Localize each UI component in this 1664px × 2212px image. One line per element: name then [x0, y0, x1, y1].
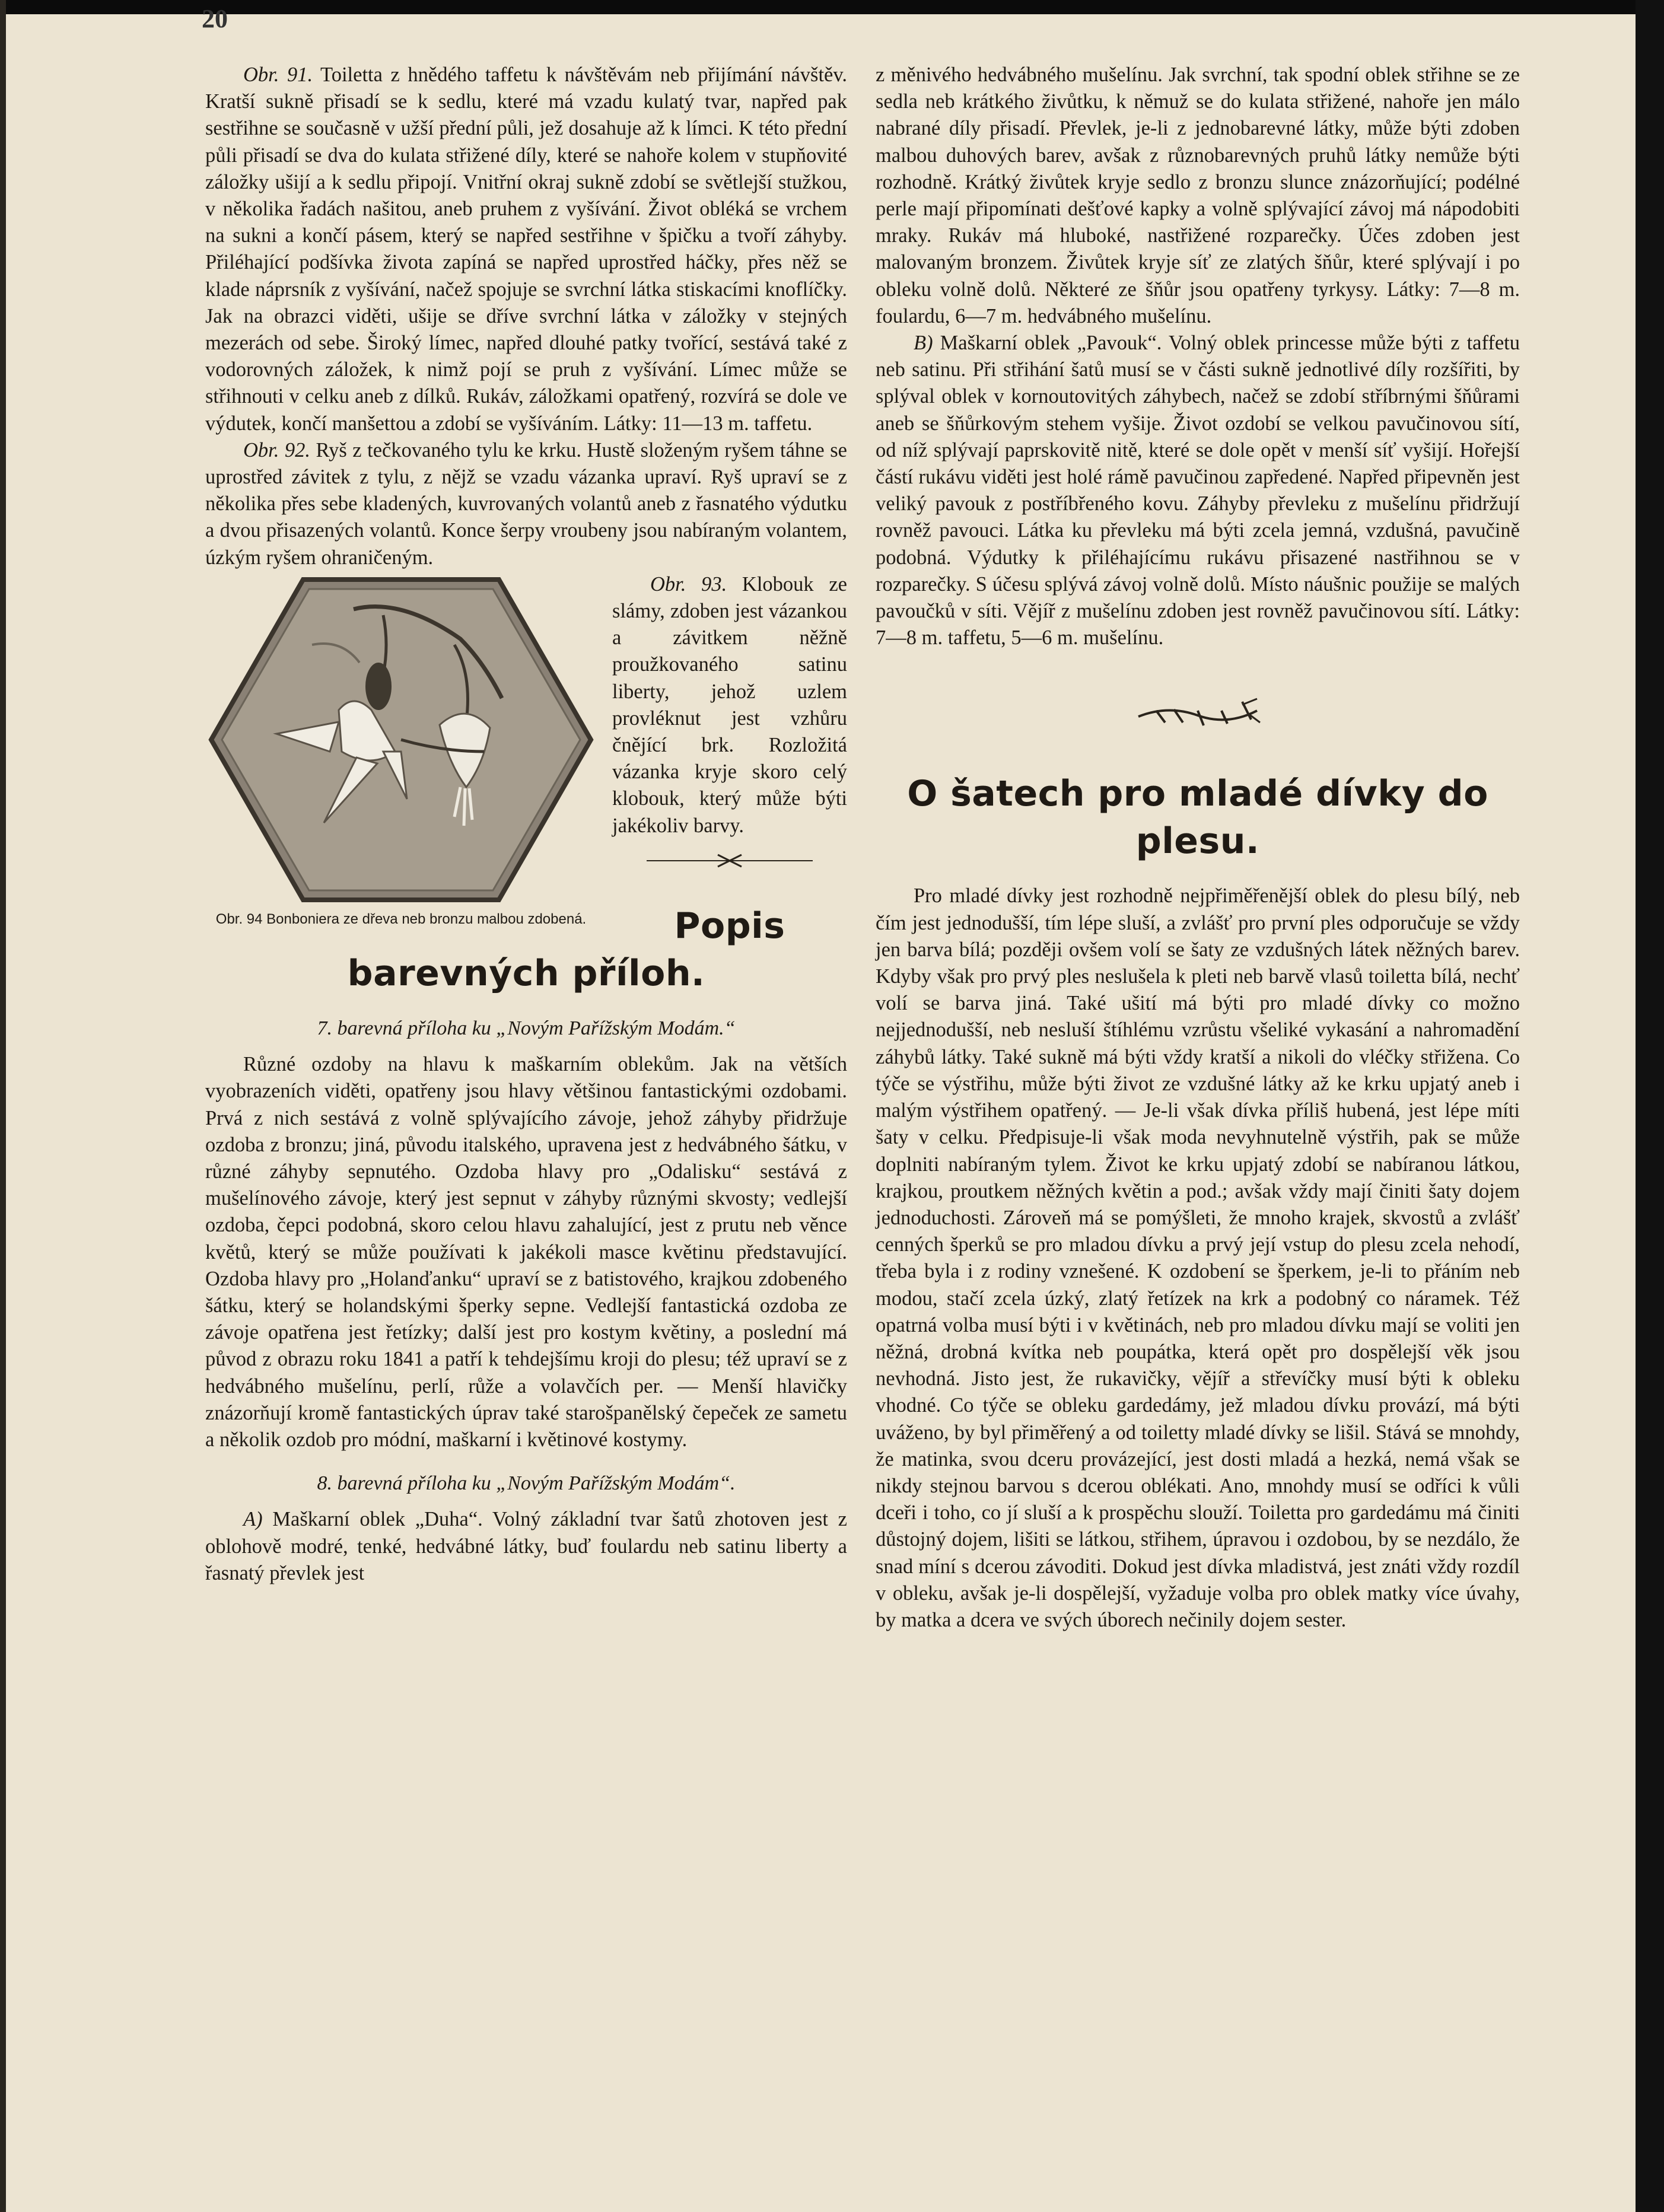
- ornamental-vignette: [1132, 693, 1263, 734]
- bonbonniere-illustration: [205, 574, 597, 906]
- subheading-plate-7: 7. barevná příloha ku „Novým Pařížským Modám.“: [317, 1017, 736, 1039]
- scan-left-edge: [0, 0, 6, 2212]
- paragraph-obr-91: Obr. 91. Toiletta z hnědého taffetu k návštěvám neb přijímání návštěv. Kratší sukně přisadí se k sedlu, které má vzadu kulatý tvar, napřed pak sestřihne se současně v užší přední půli, jež dosahuje až k límci. K této přední půli přisadí se dva do kulata střižené díly, které se nahoře kolem v stupňovité záložky ušijí a k sedlu připojí. Vnitřní okraj sukně zdobí se světlejší stužkou, v několika řadách našitou, aneb pruhem z vyšívání. Život obléká se vrchem na sukni a končí pásem, který se napřed sestřihne v špičku a tvoří záhyby. Přiléhající podšívka života zapíná se napřed uprostřed háčky, přes něž se klade náprsník z vyšívání, načež spojuje se svrchní látka stiskacími knoflíčky. Jak na obrazci viděti, ušije se dříve svrchní látka v záložky v stejných mezerách od sebe. Široký límec, napřed dlouhé patky tvořící, sestává také z vodorovných záložek, k nimž pojí se pruh z vyšívání. Límec může se střihnouti v celku aneb z dílků. Rukáv, záložkami opatřený, rozvírá se dole ve výdutek, končí manšettou a zdobí se vyšíváním. Látky: 11—13 m. taffetu.: [205, 63, 847, 435]
- paragraph-plate-7: Různé ozdoby na hlavu k maškarním oblekům. Jak na větších vyobrazeních viděti, opatřeny jsou hlavy většinou fantastickými ozdobami. Prvá z nich sestává z volně splývajícího závoje, jehož záhyby přidržuje ozdoba z bronzu; jiná, původu italského, upravena jest z hedvábného šátku, v různé záhyby sepnutého. Ozdoba hlavy pro „Odalisku“ sestává z mušelínového závoje, který jest sepnut v záhyby různými skvosty; vedlejší ozdoba, čepci podobná, skoro celou hlavu zahalující, jest z prutu neb věnce květů, který se může používati k jakékoli masce květinu představující. Ozdoba hlavy pro „Holanďanku“ upraví se z batistového, krajkou zdobeného šátku, který se holandskými šperky sepne. Vedlejší fantastická ozdoba ze závoje opatřena jest řetízky; další jest pro kostym květiny, a poslední má původ z obrazu roku 1841 a patří k tehdejšímu kroji do plesu; též upraví se z hedvábného mušelínu, perlí, růže a volavčích per. — Menší hlavičky znázorňují kromě fantastických úprav také starošpanělský čepeček ze sametu a několik ozdob pro módní, maškarní i květinové kostymy.: [205, 1053, 847, 1451]
- paragraph-obr-93: Obr. 93. Klobouk ze slámy, zdoben jest vázankou a závitkem něžně proužkovaného satinu liberty, jehož uzlem provléknut jest vzhůru čnějící brk. Rozložitá vázanka kryje skoro celý klobouk, který může býti jakékoliv barvy.: [612, 572, 847, 837]
- left-column: [205, 62, 847, 1587]
- figure-ref: Obr. 93.: [650, 572, 727, 596]
- figure-ref: Obr. 92.: [243, 438, 311, 462]
- figure-94: [205, 574, 597, 928]
- section-title-ball-dresses: O šatech pro mladé dívky do plesu.: [907, 773, 1488, 862]
- paragraph-ball-dresses: Pro mladé dívky jest rozhodně nejpřiměřenější oblek do plesu bílý, neb čím jest jednodušší, tím lépe sluší, a zvlášť pro první ples odporučuje se vždy jen barva bílá; později ovšem volí se šaty ze vzdušných látek něžných barev. Kdyby však pro prvý ples neslušela k pleti neb barvě vlasů toiletta bílá, nechť volí se barva jiná. Také ušití má býti pro mladé dívky co možno nejjednodušší, neb nesluší štíhlému vzrůstu všeliké vykasání a nahromadění záhybů látky. Také sukně má býti vždy kratší a nikoli do vléčky střižena. Co týče se výstřihu, může býti život ze vzdušné látky až ke krku upjatý aneb i malým výstřihem opatřený. — Je-li však dívka příliš hubená, jest lépe míti šaty v celku. Předpisuje-li však moda nevyhnutelně výstřih, pak se může doplniti nabíraným tylem. Život ke krku upjatý zdobí se nabíranou látkou, krajkou, proutkem něžných květin a pod.; avšak vždy mají činiti šaty dojem jednoduchosti. Zároveň má se pomýšleti, že mnoho krajek, skvostů a zvlášť cenných šperků se pro mladou dívku a prvý její vstup do plesu zcela nehodí, třeba byla i z rodiny vznešené. K ozdobení se šperkem, je-li to přáním neb modou, stačí zcela úzký, zlatý řetízek na krk a podobný co náramek. Též opatrná volba musí býti i v květinách, neb pro mladou dívku mají se voliti jen něžná, drobná kvítka neb poupátka, která opět pro dospělejší věk jsou nevhodná. Jisto jest, že rukavičky, vějíř a střevíčky musí býti k obleku vhodné. Co týče se obleku gardedámy, jež mladou dívku provází, má býti uváženo, by byl přiměřený a od toiletty mladé dívky se lišil. Stává se mnohdy, že matinka, svou dceru provázející, jest dosti mladá a hezká, nemá však se nikdy stejnou barvou s dcerou oblékati. Ano, mnohdy musí se odříci k vůli dceři i toho, co jí sluší a k prospěchu slouží. Toiletta pro gardedámu má činiti důstojný dojem, lišiti se látkou, střihem, úpravou i ozdobou, by se nezdálo, že snad míní s dcerou závoditi. Dokud jest dívka mladistvá, jest znáti vždy rozdíl v obleku, avšak je-li dospělejší, vyžaduje volba pro oblek matky více úvahy, by matka a dcera ve svých úborech nečinily dojem sester.: [876, 884, 1520, 1631]
- list-marker: B): [914, 332, 933, 355]
- list-marker: A): [243, 1508, 263, 1531]
- paragraph-costume-b: B) Maškarní oblek „Pavouk“. Volný oblek princesse může býti z taffetu neb satinu. Při střihání šatů musí se v části sukně jednotlivé díly rozšířiti, by splýval oblek v kornoutovitých záhybech, načež se zdobí stříbrnými šňůrami aneb se šňůrkovým stehem vyšije. Život ozdobí se velkou pavučinovou sítí, od níž splývají paprskovitě nitě, které se dole opět v menší síť vyšijí. Hořejší částí rukávu viděti jest holé rámě pavučinou zapředené. Napřed připevněn jest veliký pavouk z postříbřeného kovu. Záhyby převleku z mušelínu přidržují rovněž pavouci. Látka ku převleku má býti zcela jemná, vzdušná, pavučině podobná. Výdutky k přiléhajícímu rukávu přisazené nastřihnou se v rozparečky. S účesu splývá závoj volně dolů. Místo náušnic použije se malých pavoučků v síti. Vějíř z mušelínu zdoben jest rovněž pavučinovou sítí. Látky: 7—8 m. taffetu, 5—6 m. mušelínu.: [876, 332, 1520, 650]
- figure-ref: Obr. 91.: [243, 63, 313, 86]
- scan-right-edge: [1636, 0, 1664, 2212]
- ornamental-divider: [647, 849, 813, 873]
- right-column: [876, 62, 1520, 1634]
- subheading-plate-8: 8. barevná příloha ku „Novým Pařížským Modám“.: [317, 1472, 736, 1495]
- section-title-colour-plates: Popis barevných příloh.: [347, 905, 785, 994]
- paragraph-obr-92: Obr. 92. Ryš z tečkovaného tylu ke krku. Hustě složeným ryšem táhne se uprostřed závitek z tylu, z nějž se vzadu vázanka upraví. Ryš upraví se z několika přes sebe kladených, kuvrovaných volantů aneb z řasnatého výdutku a dvou přisazených volantů. Konce šerpy vroubeny jsou nabíraným volantem, úzkým ryšem ohraničeným.: [205, 438, 847, 569]
- figure-caption: Obr. 94 Bonboniera ze dřeva neb bronzu malbou zdobená.: [215, 911, 587, 927]
- paragraph-costume-a-cont: z měnivého hedvábného mušelínu. Jak svrchní, tak spodní oblek střihne se ze sedla neb krátkého živůtku, k němuž se do kulata střižené, nahoře jen málo nabrané díly přisadí. Převlek, je-li z jednobarevné látky, může býti zdoben malbou duhových barev, avšak z různobarevných pruhů látky nemůže býti rozhodně. Krátký živůtek kryje sedlo z bronzu slunce znázorňující; podélné perle mají připomínati dešťové kapky a volně splývající závoj má nápodobiti mraky. Rukáv má hluboké, nastřižené rozparečky. Účes zdoben jest malovaným bronzem. Živůtek kryje síť ze zlatých šňůr, které splývají i po obleku volně dolů. Některé ze šňůr jsou opatřeny tyrkysy. Látky: 7—8 m. foulardu, 6—7 m. hedvábného mušelínu.: [876, 63, 1520, 327]
- page-number: 20: [202, 4, 228, 33]
- paragraph-costume-a: A) Maškarní oblek „Duha“. Volný základní tvar šatů zhotoven jest z oblohově modré, tenké, hedvábné látky, buď foulardu neb satinu liberty a řasnatý převlek jest: [205, 1508, 847, 1584]
- scan-top-edge: [0, 0, 1664, 14]
